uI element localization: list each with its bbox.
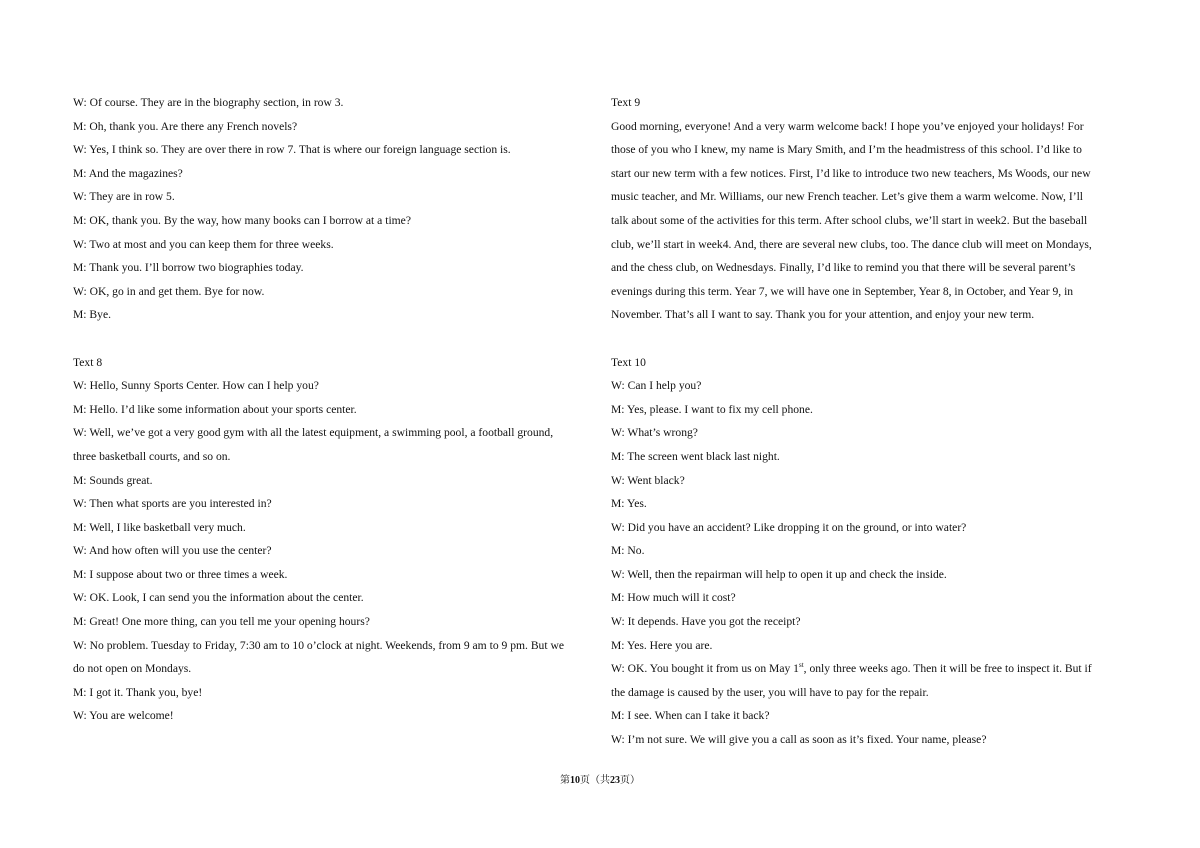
dialogue-line: M: Thank you. I’ll borrow two biographies today. xyxy=(73,261,304,275)
dialogue-line: M: No. xyxy=(611,544,645,558)
line-text: W: OK. You bought it from us on May 1 xyxy=(611,662,799,676)
section-spacer xyxy=(611,327,1128,351)
passage-line: start our new term with a few notices. First, I’d like to introduce two new teachers, Ms Woods, our new xyxy=(611,166,1091,180)
dialogue-line: M: OK, thank you. By the way, how many books can I borrow at a time? xyxy=(73,213,411,227)
text-9-heading: Text 9 xyxy=(611,96,641,109)
total-pages: 23 xyxy=(610,775,620,786)
dialogue-line: W: I’m not sure. We will give you a call as soon as it’s fixed. Your name, please? xyxy=(611,733,987,747)
dialogue-line-with-superscript xyxy=(611,657,1128,681)
dialogue-line: W: No problem. Tuesday to Friday, 7:30 am to 10 o’clock at night. Weekends, from 9 am to 9 pm. But we xyxy=(73,638,564,652)
text-10-heading: Text 10 xyxy=(611,355,646,369)
page-number: 10 xyxy=(570,775,580,786)
dialogue-line: M: Well, I like basketball very much. xyxy=(73,520,246,534)
passage-line: those of you who I knew, my name is Mary Smith, and I’m the headmistress of this school. I’d like to xyxy=(611,143,1082,157)
dialogue-line: M: And the magazines? xyxy=(73,166,183,180)
text-10-section xyxy=(611,351,1128,752)
dialogue-section xyxy=(73,91,590,327)
dialogue-line: W: Did you have an accident? Like dropping it on the ground, or into water? xyxy=(611,520,967,534)
dialogue-line: M: Yes. Here you are. xyxy=(611,638,713,652)
section-spacer xyxy=(73,327,590,351)
passage-line: November. That’s all I want to say. Thank you for your attention, and enjoy your new term. xyxy=(611,308,1035,322)
dialogue-line: W: OK. Look, I can send you the information about the center. xyxy=(73,591,364,605)
passage-line: talk about some of the activities for this term. After school clubs, we’ll start in week2. But the baseball xyxy=(611,213,1088,227)
passage-line: and the chess club, on Wednesdays. Finally, I’d like to remind you that there will be several parent’s xyxy=(611,261,1076,275)
dialogue-line: W: Of course. They are in the biography section, in row 3. xyxy=(73,96,344,109)
passage-line: club, we’ll start in week4. And, there are several new clubs, too. The dance club will meet on Mondays, xyxy=(611,237,1092,251)
text-8-heading: Text 8 xyxy=(73,355,103,369)
dialogue-line: M: Yes. xyxy=(611,497,647,511)
dialogue-line: M: How much will it cost? xyxy=(611,591,736,605)
dialogue-line: M: Hello. I’d like some information about your sports center. xyxy=(73,402,357,416)
dialogue-line: M: I suppose about two or three times a week. xyxy=(73,567,288,581)
footer-middle: 页（共 xyxy=(580,775,610,786)
dialogue-line: M: I see. When can I take it back? xyxy=(611,709,770,723)
dialogue-line: W: Well, we’ve got a very good gym with all the latest equipment, a swimming pool, a football ground, xyxy=(73,426,554,440)
dialogue-line: M: Bye. xyxy=(73,308,112,322)
dialogue-line: three basketball courts, and so on. xyxy=(73,449,231,463)
text-9-section xyxy=(611,91,1128,327)
text-8-section xyxy=(73,351,590,729)
dialogue-line: W: It depends. Have you got the receipt? xyxy=(611,615,801,629)
dialogue-line: W: Yes, I think so. They are over there in row 7. That is where our foreign language section is. xyxy=(73,143,511,157)
line-text: , only three weeks ago. Then it will be free to inspect it. But if xyxy=(803,662,1092,676)
dialogue-line: W: Well, then the repairman will help to open it up and check the inside. xyxy=(611,567,947,581)
left-column xyxy=(73,91,590,728)
dialogue-line: M: Sounds great. xyxy=(73,473,153,487)
dialogue-line: W: What’s wrong? xyxy=(611,426,698,440)
dialogue-line: W: They are in row 5. xyxy=(73,190,175,204)
dialogue-line: M: Great! One more thing, can you tell me your opening hours? xyxy=(73,615,370,629)
ordinal-superscript: st xyxy=(798,661,804,670)
dialogue-line: do not open on Mondays. xyxy=(73,662,192,676)
passage-line: evenings during this term. Year 7, we will have one in September, Year 8, in October, and Year 9, in xyxy=(611,284,1074,298)
dialogue-line: W: Went black? xyxy=(611,473,685,487)
dialogue-line: W: Hello, Sunny Sports Center. How can I help you? xyxy=(73,379,319,393)
dialogue-line: M: Oh, thank you. Are there any French novels? xyxy=(73,119,298,133)
dialogue-line: the damage is caused by the user, you will have to pay for the repair. xyxy=(611,685,929,699)
dialogue-line: M: The screen went black last night. xyxy=(611,449,780,463)
dialogue-line: W: You are welcome! xyxy=(73,709,174,723)
dialogue-line: W: Can I help you? xyxy=(611,379,702,393)
footer-suffix: 页） xyxy=(620,775,640,786)
footer-prefix: 第 xyxy=(560,775,570,786)
dialogue-line: W: Two at most and you can keep them for three weeks. xyxy=(73,237,334,251)
page-footer xyxy=(0,774,1200,788)
dialogue-line: M: Yes, please. I want to fix my cell phone. xyxy=(611,402,813,416)
dialogue-line: W: OK, go in and get them. Bye for now. xyxy=(73,284,265,298)
passage-line: music teacher, and Mr. Williams, our new French teacher. Let’s give them a warm welcome. Now, I’ll xyxy=(611,190,1084,204)
dialogue-line: W: Then what sports are you interested in? xyxy=(73,497,272,511)
dialogue-line: W: And how often will you use the center? xyxy=(73,544,272,558)
right-column xyxy=(611,91,1128,752)
passage-line: Good morning, everyone! And a very warm welcome back! I hope you’ve enjoyed your holidays! For xyxy=(611,119,1084,133)
dialogue-line: M: I got it. Thank you, bye! xyxy=(73,685,203,699)
